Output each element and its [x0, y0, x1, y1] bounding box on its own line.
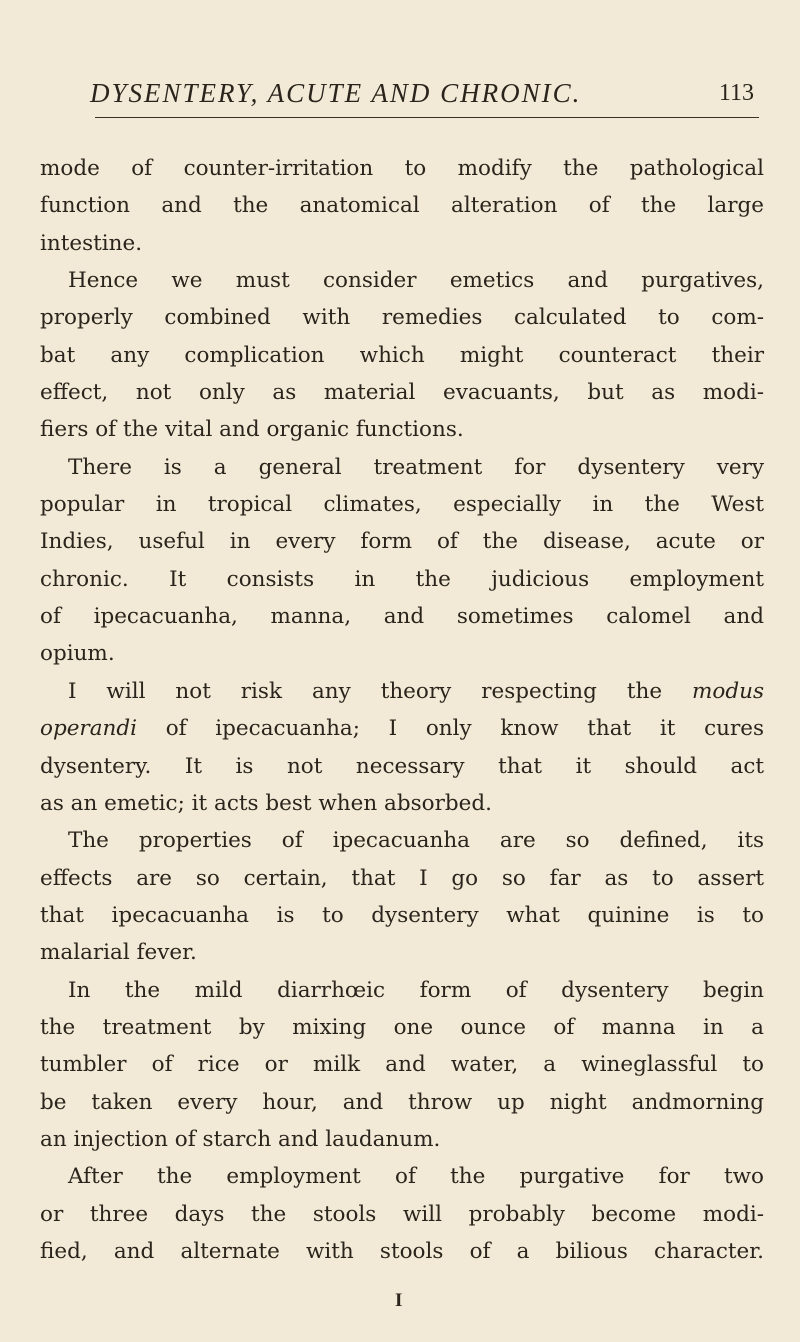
text-line: popular in tropical climates, especially in the West [40, 492, 764, 518]
text-fragment: I will not risk any theory respecting the [68, 678, 663, 704]
paragraph-start: Hence we must consider emetics and purgatives, [68, 268, 764, 294]
body-text [40, 150, 764, 1270]
text-line: Indies, useful in every form of the disease, acute or [40, 529, 764, 555]
text-line: that ipecacuanha is to dysentery what quinine is to [40, 902, 764, 928]
text-line: effect, not only as material evacuants, but as modi- [40, 380, 764, 406]
text-line: the treatment by mixing one ounce of manna in a [40, 1014, 764, 1040]
paragraph-start: The properties of ipecacuanha are so defined, its [68, 828, 764, 854]
text-line: properly combined with remedies calculated to com- [40, 305, 764, 331]
text-line: fied, and alternate with stools of a bilious character. [40, 1238, 764, 1264]
text-line: bat any complication which might counteract their [40, 342, 764, 368]
text-line: fiers of the vital and organic functions. [40, 417, 464, 443]
running-title: DYSENTERY, ACUTE AND CHRONIC. [90, 78, 582, 108]
text-line: dysentery. It is not necessary that it should act [40, 753, 764, 779]
paragraph-start: There is a general treatment for dysentery very [68, 454, 764, 480]
running-head [68, 72, 758, 112]
text-line: an injection of starch and laudanum. [40, 1126, 441, 1152]
paragraph-start: In the mild diarrhœic form of dysentery begin [68, 977, 764, 1003]
text-line: as an emetic; it acts best when absorbed. [40, 790, 492, 816]
text-fragment: of ipecacuanha; I only know that it cures [165, 716, 764, 742]
italic-term: modus [692, 678, 764, 704]
text-line: tumbler of rice or milk and water, a wineglassful to [40, 1052, 764, 1078]
page-number: 113 [718, 80, 754, 106]
text-line: opium. [40, 641, 115, 667]
paragraph-start [40, 673, 764, 710]
paragraph-start: After the employment of the purgative for two [68, 1164, 764, 1190]
text-line: function and the anatomical alteration of the large [40, 193, 764, 219]
text-line: or three days the stools will probably become modi- [40, 1201, 764, 1227]
text-line: intestine. [40, 230, 143, 256]
text-line: mode of counter-irritation to modify the pathological [40, 156, 764, 181]
text-line: of ipecacuanha, manna, and sometimes calomel and [40, 604, 764, 630]
italic-term: operandi [40, 716, 138, 742]
text-line: chronic. It consists in the judicious employment [40, 566, 764, 592]
text-line [40, 710, 764, 747]
header-rule [95, 117, 759, 118]
signature-mark: I [395, 1290, 403, 1311]
text-line: effects are so certain, that I go so far as to assert [40, 865, 764, 891]
text-line: malarial fever. [40, 940, 197, 966]
text-line: be taken every hour, and throw up night andmorning [40, 1089, 764, 1115]
